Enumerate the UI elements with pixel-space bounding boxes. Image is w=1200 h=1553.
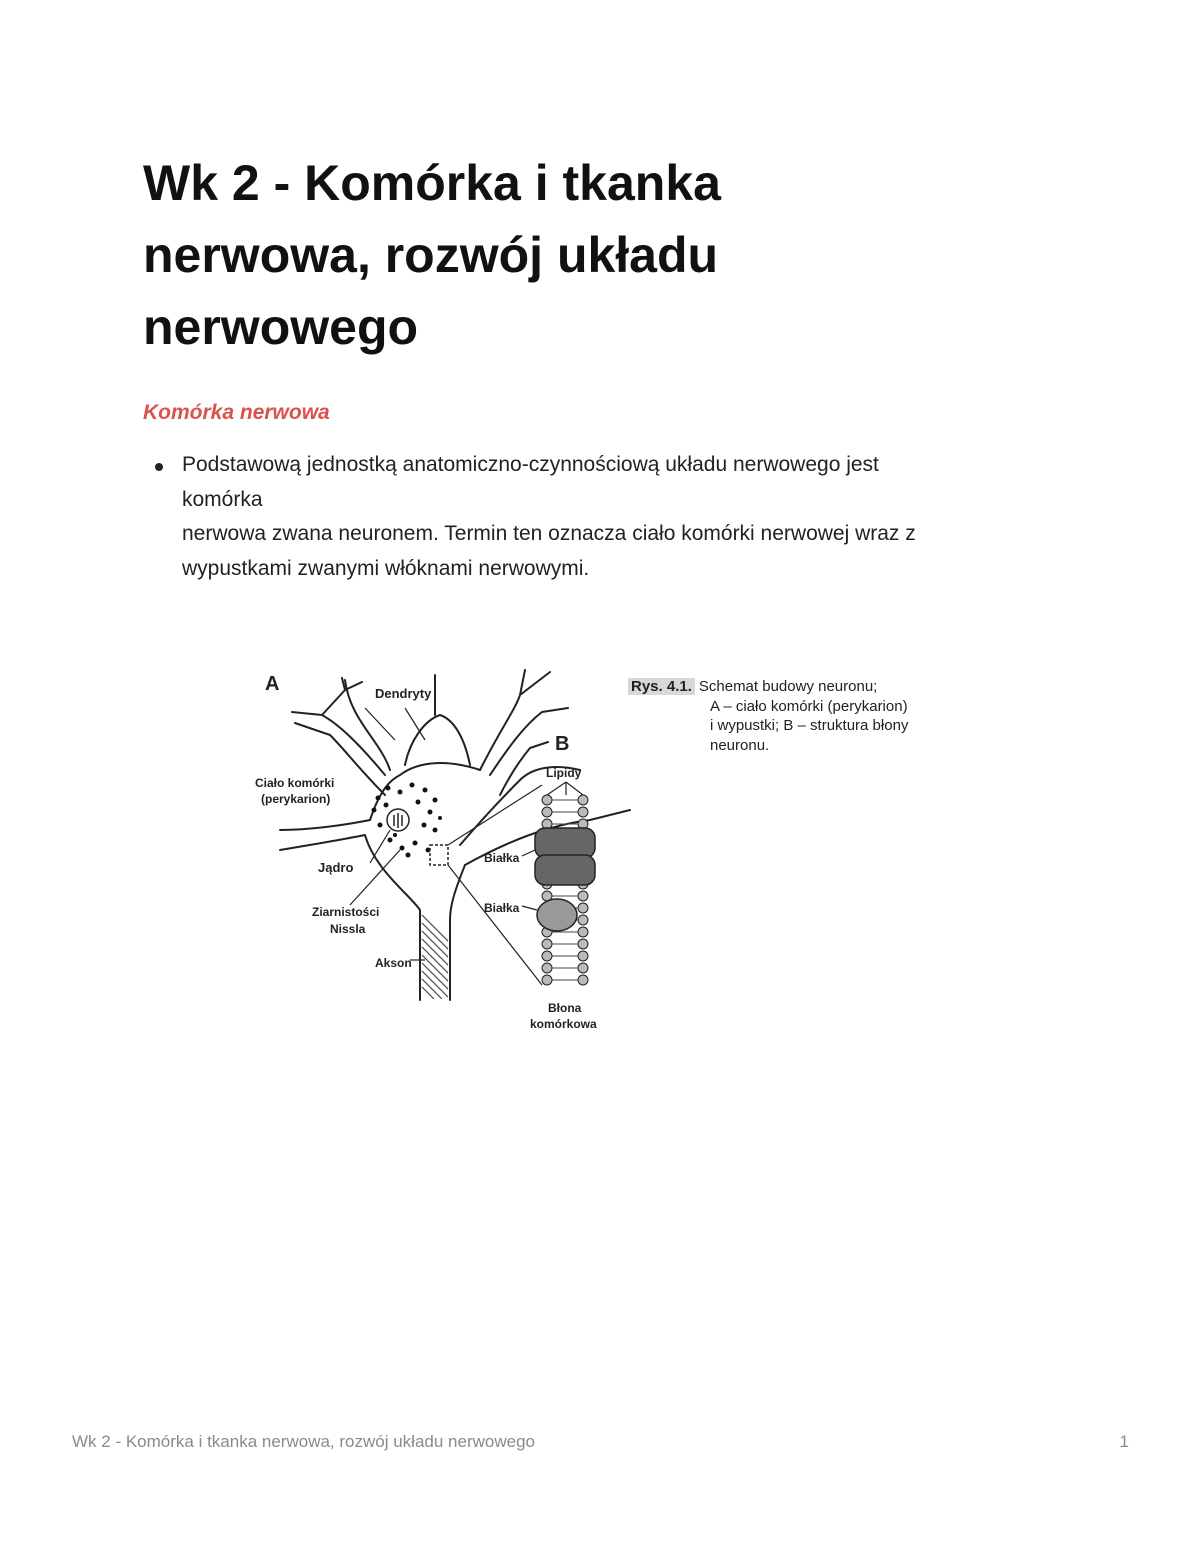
nissl-label-2: Nissla (330, 922, 366, 936)
nissl-label: Ziarnistości (312, 905, 380, 919)
lipid-heads-right (578, 795, 588, 985)
caption-line: Schemat budowy neuronu; (698, 678, 878, 695)
protein-label: Białka (484, 851, 520, 865)
page-title: Wk 2 - Komórka i tkanka nerwowa, rozwój układu nerwowego (143, 155, 721, 355)
page-number: 1 (1119, 1432, 1129, 1451)
dendrites-label: Dendryty (375, 686, 432, 701)
bullet-paragraph (182, 448, 1042, 586)
caption-line: A – ciało komórki (perykarion) (710, 697, 908, 715)
cell-body-label: Ciało komórki (255, 776, 335, 790)
membrane-structure (522, 782, 595, 985)
membrane-label-2: komórkowa (530, 1017, 597, 1031)
axon-label: Akson (375, 956, 412, 970)
axon-hatching (422, 915, 448, 999)
nucleus-label: Jądro (318, 860, 354, 875)
cell-body-label-2: (perykarion) (261, 792, 331, 806)
bullet-line: nerwowa zwana neuronem. Termin ten oznacza ciało komórki nerwowej wraz z (182, 522, 916, 545)
lipid-heads-left (542, 795, 552, 985)
membrane-zoom-box (430, 845, 448, 865)
panel-a-label: A (265, 673, 280, 695)
bullet-dot (155, 463, 163, 471)
section-heading: Komórka nerwowa (143, 401, 330, 424)
nucleus (387, 809, 409, 831)
figure-caption (628, 677, 958, 755)
bullet-line: wypustkami zwanymi włóknami nerwowymi. (182, 556, 590, 580)
protein-label-2: Białka (484, 901, 520, 915)
lipids-label: Lipidy (546, 766, 582, 780)
zoom-lines (448, 785, 542, 985)
caption-line: i wypustki; B – struktura błony (710, 717, 909, 734)
bullet-line: Podstawową jednostką anatomiczno-czynnościową układu nerwowego jest (182, 453, 879, 476)
caption-line: neuronu. (710, 736, 770, 754)
membrane-label: Błona (548, 1001, 582, 1015)
figure-number: Rys. 4.1. (628, 678, 695, 695)
panel-b-label: B (555, 733, 570, 755)
bullet-line: komórka (182, 487, 263, 511)
page-footer: Wk 2 - Komórka i tkanka nerwowa, rozwój układu nerwowego (72, 1432, 535, 1451)
